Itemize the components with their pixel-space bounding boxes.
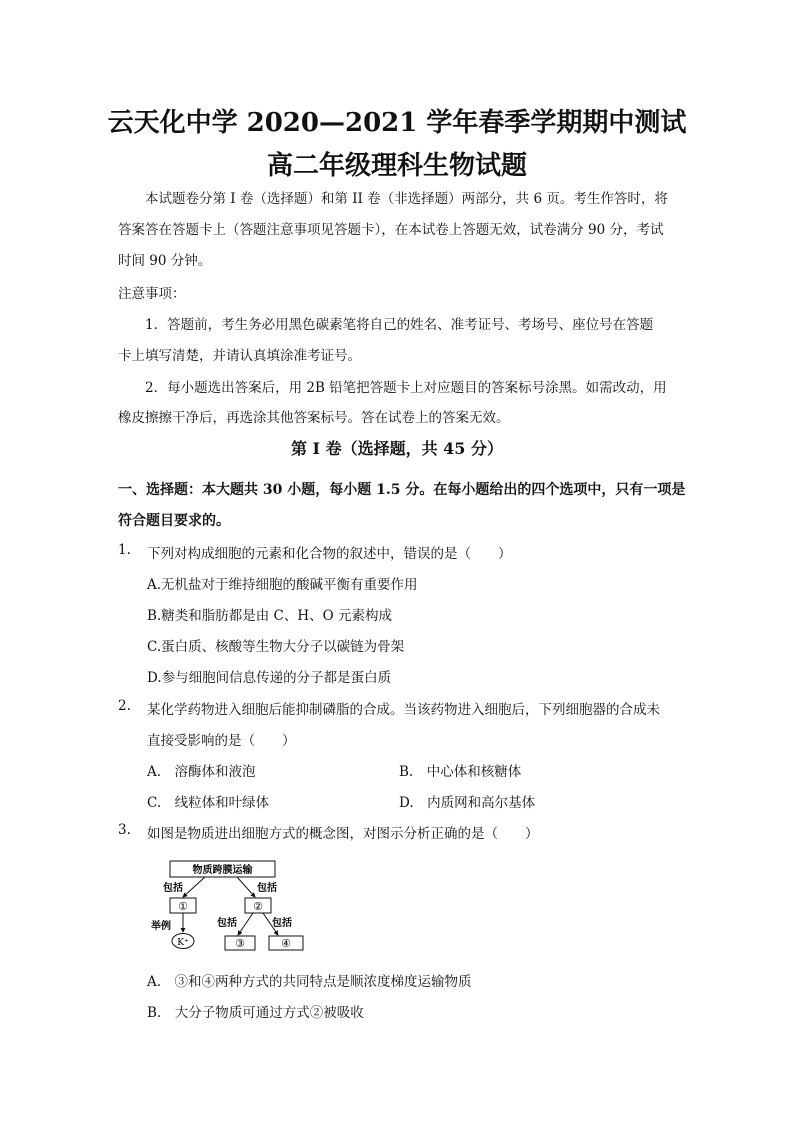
option-a: A.无机盐对于维持细胞的酸碱平衡有重要作用 [147, 577, 418, 593]
option-a: A. 溶酶体和液泡 [147, 764, 256, 780]
label-example: 举例 [151, 921, 171, 932]
label-2: ② [253, 900, 263, 913]
option-d: D. 内质网和高尔基体 [399, 795, 536, 811]
option-b: B.糖类和脂肪都是由 C、H、O 元素构成 [147, 608, 392, 624]
section-title: 第 I 卷（选择题，共 45 分） [290, 439, 504, 458]
arrow [183, 877, 205, 897]
note-2-line-2: 橡皮擦擦干净后，再选涂其他答案标号。答在试卷上的答案无效。 [118, 410, 510, 426]
label-4: ④ [281, 937, 291, 950]
label-include-4: 包括 [272, 918, 292, 929]
question-stem: 下列对构成细胞的元素和化合物的叙述中，错误的是（ ） [147, 546, 512, 562]
section-instruction-line-2: 符合题目要求的。 [118, 513, 230, 529]
label-include-left: 包括 [163, 883, 183, 894]
exam-subtitle: 高二年级理科生物试题 [266, 151, 527, 181]
note-1-line-2: 卡上填写清楚，并请认真填涂准考证号。 [118, 348, 361, 364]
note-1-line-1: 1．答题前，考生务必用黑色碳素笔将自己的姓名、准考证号、考场号、座位号在答题 [145, 317, 654, 333]
question-stem-line-2: 直接受影响的是（ ） [147, 733, 296, 749]
label-include-right: 包括 [257, 883, 277, 894]
option-c: C.蛋白质、核酸等生物大分子以碳链为骨架 [147, 639, 405, 655]
intro-line-3: 时间 90 分钟。 [118, 253, 212, 269]
membrane-transport-concept-diagram [145, 858, 315, 958]
option-b: B. 中心体和核糖体 [399, 764, 522, 780]
exam-title: 云天化中学 2020—2021 学年春季学期期中测试 [107, 108, 687, 138]
label-ion: K⁺ [177, 938, 189, 948]
question-stem: 如图是物质进出细胞方式的概念图，对图示分析正确的是（ ） [147, 826, 539, 842]
option-b: B. 大分子物质可通过方式②被吸收 [147, 1005, 364, 1021]
label-1: ① [178, 900, 188, 913]
label-include-3: 包括 [217, 918, 237, 929]
section-instruction-line-1: 一、选择题：本大题共 30 小题，每小题 1.5 分。在每小题给出的四个选项中，只有一项是 [118, 482, 686, 498]
label-top: 物质跨膜运输 [192, 865, 253, 876]
question-number: 2. [118, 698, 131, 714]
intro-line-2: 答案答在答题卡上（答题注意事项见答题卡），在本试卷上答题无效，试卷满分 90 分，考试 [118, 222, 664, 238]
question-number: 3. [118, 822, 131, 838]
note-2-line-1: 2．每小题选出答案后，用 2B 铅笔把答题卡上对应题目的答案标号涂黑。如需改动，用 [145, 380, 667, 396]
option-a: A. ③和④两种方式的共同特点是顺浓度梯度运输物质 [147, 974, 472, 990]
question-number: 1. [118, 542, 131, 558]
label-3: ③ [235, 937, 245, 950]
question-stem-line-1: 某化学药物进入细胞后能抑制磷脂的合成。当该药物进入细胞后，下列细胞器的合成未 [147, 702, 660, 718]
intro-line-1: 本试题卷分第 I 卷（选择题）和第 II 卷（非选择题）两部分，共 6 页。考生作答时，将 [145, 191, 668, 207]
notes-heading: 注意事项： [118, 286, 186, 302]
option-c: C. 线粒体和叶绿体 [147, 795, 270, 811]
arrow [238, 913, 253, 935]
arrow [237, 877, 255, 897]
option-d: D.参与细胞间信息传递的分子都是蛋白质 [147, 670, 392, 686]
